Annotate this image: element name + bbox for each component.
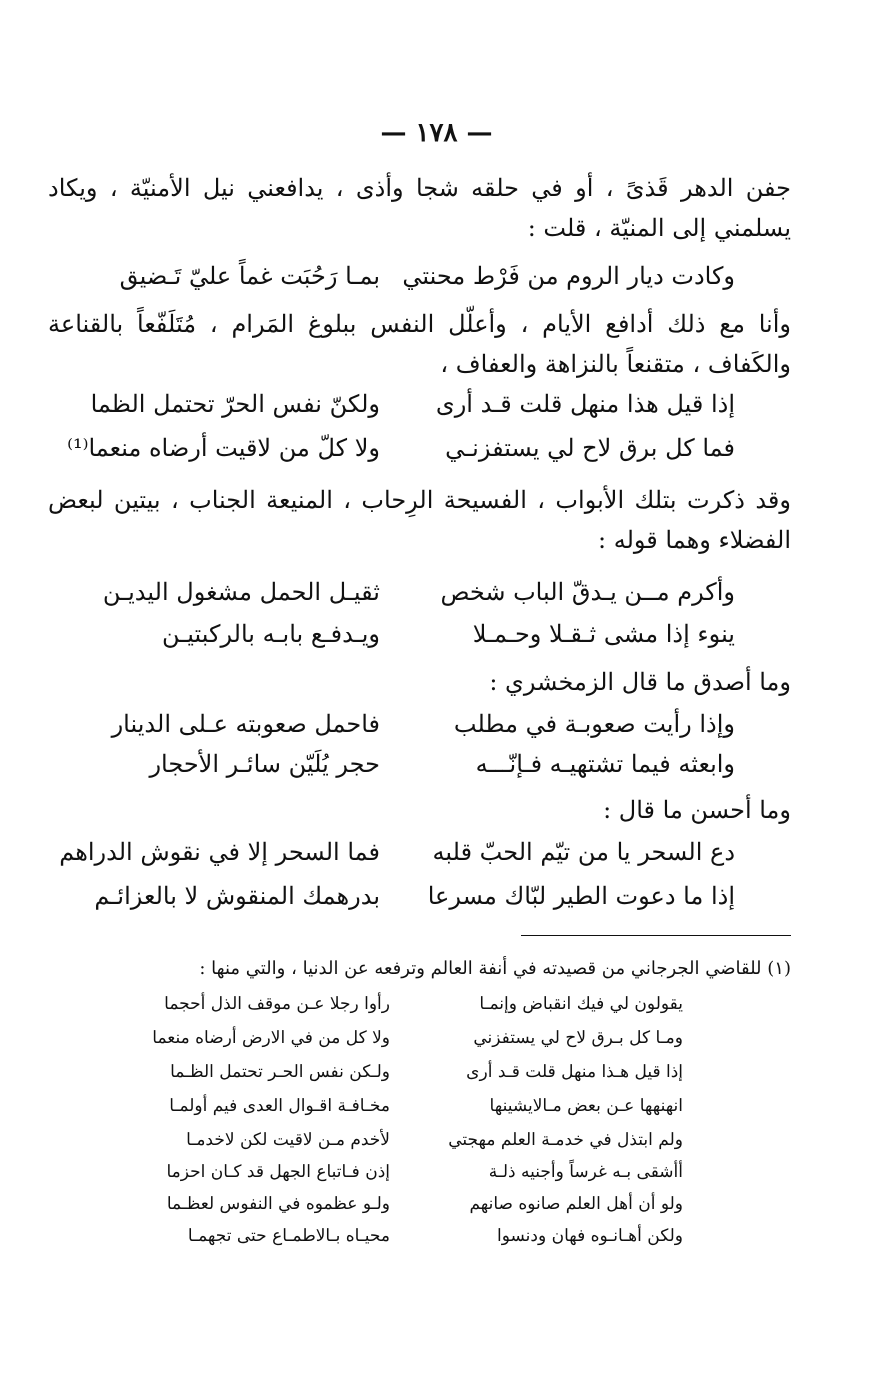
verse-line	[80, 710, 735, 750]
footnote-first-hemistich: ولكن أهـانـوه فهان ودنسوا	[497, 1226, 683, 1246]
verse-second-hemistich: بدرهمك المنقوش لا بالعزائـم	[94, 882, 380, 910]
verse-first-hemistich: وإذا رأيت صعوبـة في مطلب	[453, 710, 735, 738]
footnote-verse-line	[140, 1162, 683, 1194]
verse-first-hemistich: فما كل برق لاح لي يستفزنـي	[445, 434, 735, 462]
footnote-verse-line	[140, 1226, 683, 1258]
verse-line	[80, 620, 735, 660]
footnote-second-hemistich: ولا كل من في الارض أرضاه منعما	[152, 1028, 390, 1048]
footnote-first-hemistich: إذا قيل هـذا منهل قلت قـد أرى	[466, 1062, 683, 1082]
footnote-second-hemistich: لأخدم مـن لاقيت لكن لاخدمـا	[186, 1130, 390, 1150]
verse-second-hemistich: ويـدفـع بابـه بالركبتيـن	[161, 620, 380, 648]
footnote-second-hemistich: ولـو عظموه في النفوس لعظـما	[166, 1194, 390, 1214]
verse-first-hemistich: ينوء إذا مشى ثـقـلا وحـمـلا	[472, 620, 735, 648]
footnote-first-hemistich: يقولون لي فيك انقباض وإنمـا	[479, 994, 683, 1014]
verse-second-hemistich: ولا كلّ من لاقيت أرضاه منعما⁽¹⁾	[67, 434, 380, 462]
verse-line	[67, 434, 735, 474]
footnote-intro: (١) للقاضي الجرجاني من قصيدته في أنفة العالم وترفعه عن الدنيا ، والتي منها :	[199, 958, 791, 979]
footnote-first-hemistich: انهنهها عـن بعض مـالايشينها	[489, 1096, 683, 1116]
verse-second-hemistich: ولكنّ نفس الحرّ تحتمل الظما	[90, 390, 380, 418]
footnote-second-hemistich: رأوا رجلا عـن موقف الذل أحجما	[164, 994, 390, 1014]
paragraph-intro: جفن الدهر قَذىً ، أو في حلقه شجا وأذى ، يدافعني نيل الأمنيّة ، ويكاد يسلمني إلى المنيّة ، قلت :	[48, 174, 791, 242]
footnote-verse-line	[140, 1194, 683, 1226]
footnote-verse-line	[140, 1062, 683, 1094]
footnote-second-hemistich: محيـاه بـالاطمـاع حتى تجهمـا	[187, 1226, 390, 1246]
verse-first-hemistich: وكادت ديار الروم من فَرْط محنتي	[402, 262, 735, 290]
footnote-verse-line	[140, 1130, 683, 1162]
verse-line	[80, 750, 735, 790]
paragraph-gates: وقد ذكرت بتلك الأبواب ، الفسيحة الرِحاب ، المنيعة الجناب ، بيتين لبعض الفضلاء وهما قوله :	[48, 486, 791, 554]
verse-first-hemistich: وأكرم مــن يـدقّ الباب شخص	[440, 578, 735, 606]
verse-first-hemistich: إذا ما دعوت الطير لبّاك مسرعا	[427, 882, 735, 910]
paragraph-zamakhshari: وما أصدق ما قال الزمخشري :	[489, 668, 791, 696]
verse-first-hemistich: دع السحر يا من تيّم الحبّ قلبه	[432, 838, 735, 866]
footnote-verse-line	[140, 994, 683, 1026]
verse-first-hemistich: إذا قيل هذا منهل قلت قـد أرى	[435, 390, 735, 418]
footnote-second-hemistich: ولـكن نفس الحـر تحتمل الظـما	[170, 1062, 390, 1082]
footnote-verse-line	[140, 1028, 683, 1060]
paragraph-best-said: وما أحسن ما قال :	[603, 796, 791, 824]
verse-line	[80, 882, 735, 922]
footnote-first-hemistich: ولو أن أهل العلم صانوه صانهم	[469, 1194, 683, 1214]
footnote-verse-line	[140, 1096, 683, 1128]
footnote-first-hemistich: ومـا كل بـرق لاح لي يستفزني	[473, 1028, 683, 1048]
verse-second-hemistich: بمـا رَحُبَت غماً عليّ تَـضيق	[119, 262, 380, 290]
verse-line	[80, 262, 735, 302]
verse-first-hemistich: وابعثه فيما تشتهيـه فـإنّـــه	[475, 750, 735, 778]
footnote-second-hemistich: إذن فـاتباع الجهل قد كـان احزما	[166, 1162, 390, 1182]
verse-line	[59, 838, 735, 878]
verse-second-hemistich: ثقيـل الحمل مشغول اليديـن	[102, 578, 380, 606]
verse-line	[80, 578, 735, 618]
footnote-second-hemistich: مخـافـة اقـوال العدى فيم أولمـا	[169, 1096, 390, 1116]
page-number: — ١٧٨ —	[380, 118, 493, 148]
verse-second-hemistich: فما السحر إلا في نقوش الدراهم	[59, 838, 380, 866]
verse-second-hemistich: فاحمل صعوبته عـلى الدينار	[111, 710, 380, 738]
verse-line	[80, 390, 735, 430]
footnote-divider	[521, 935, 791, 936]
footnote-first-hemistich: ولم ابتذل في خدمـة العلم مهجتي	[448, 1130, 683, 1150]
footnote-first-hemistich: أأشقى بـه غرساً وأجنيه ذلـة	[488, 1162, 683, 1182]
paragraph-patience: وأنا مع ذلك أدافع الأيام ، وأعلّل النفس ببلوغ المَرام ، مُتَلَفّعاً بالقناعة والكَفاف ، متقنعاً بالنزاهة والعفاف ،	[48, 310, 791, 378]
verse-second-hemistich: حجر يُلَيّن سائـر الأحجار	[149, 750, 380, 778]
